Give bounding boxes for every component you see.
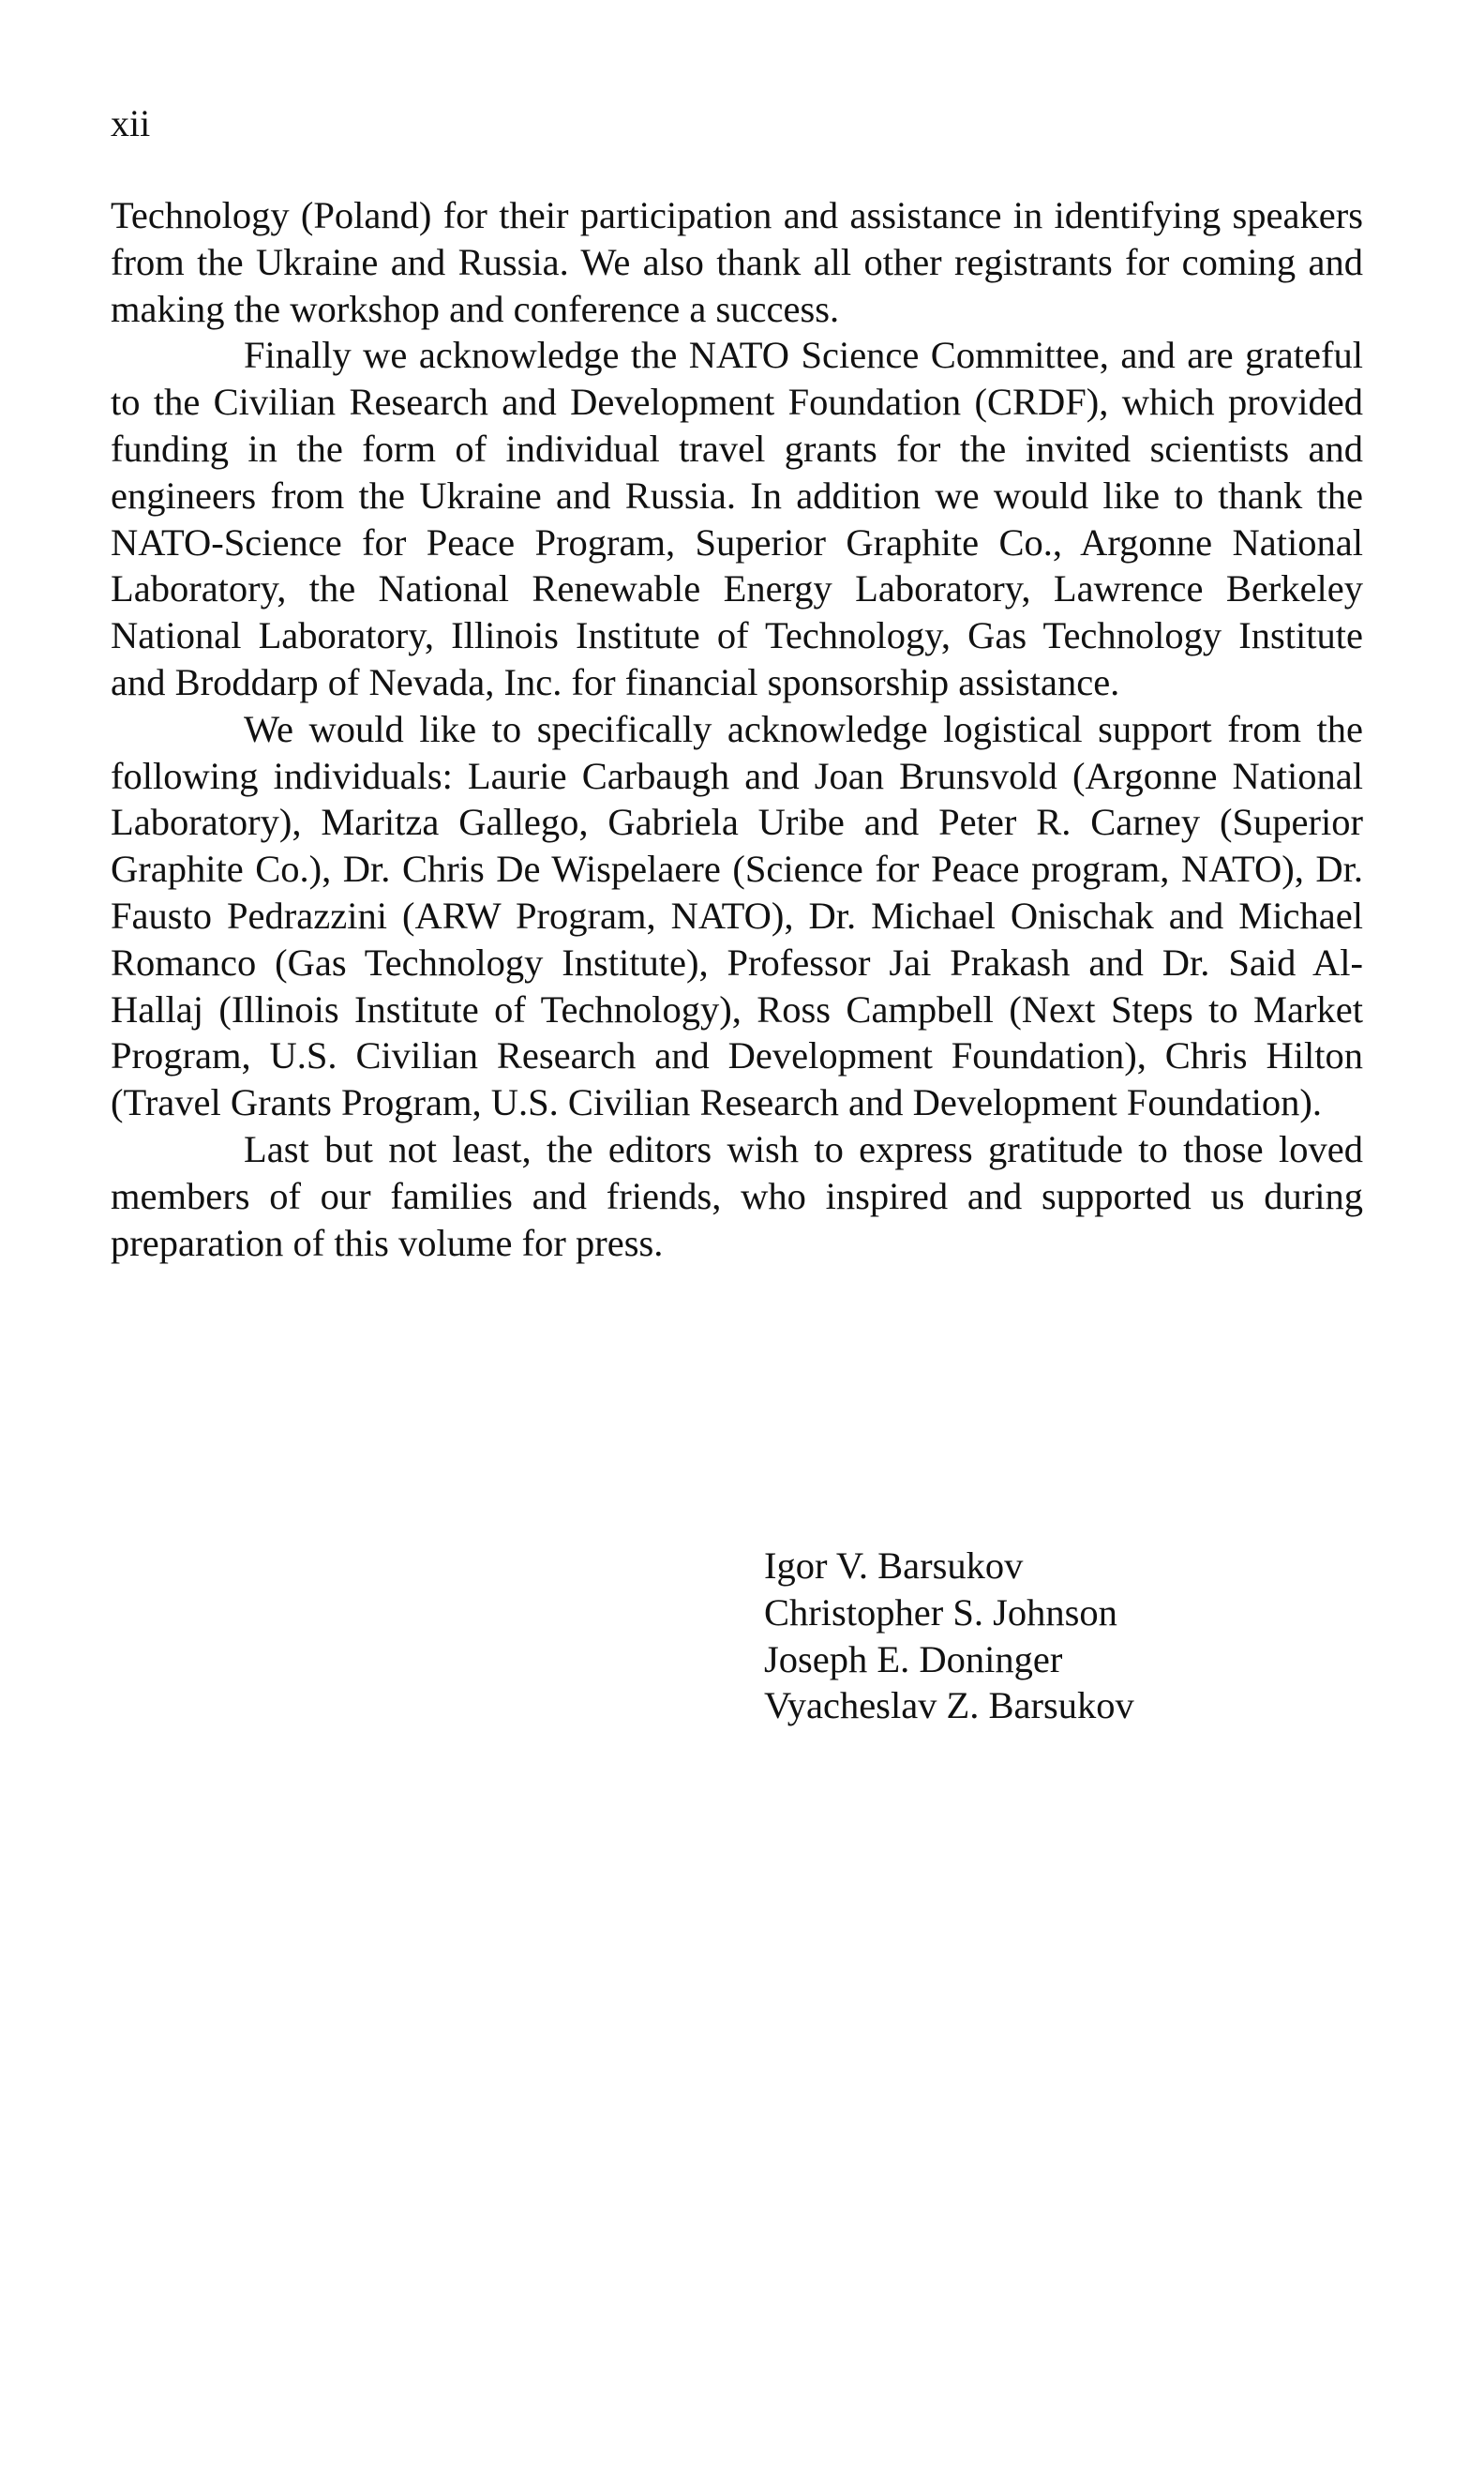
page-number: xii	[111, 102, 151, 144]
paragraph-acknowledgement-families: Last but not least, the editors wish to express gratitude to those loved members of our families and friends, who inspired and supported us during preparation of this volume for press.	[111, 1127, 1363, 1264]
editor-name: Joseph E. Doninger	[764, 1637, 1063, 1680]
editor-name: Vyacheslav Z. Barsukov	[764, 1684, 1134, 1727]
editor-name: Igor V. Barsukov	[764, 1544, 1024, 1587]
editor-name: Christopher S. Johnson	[764, 1590, 1117, 1634]
body-text	[111, 192, 1363, 1266]
paragraph-continuation: Technology (Poland) for their participation and assistance in identifying speakers from the Ukraine and Russia. We also thank all other registrants for coming and making the workshop and conference a success.	[111, 194, 1363, 330]
paragraph-acknowledgement-logistics: We would like to specifically acknowledge logistical support from the following individuals: Laurie Carbaugh and Joan Brunsvold (Argonne National Laboratory), Maritza Gallego, Gabriela Uribe and Peter R. Carney (Superior Graphite Co.), Dr. Chris De Wispelaere (Science for Peace program, NATO), Dr. Fausto Pedrazzini (ARW Program, NATO), Dr. Michael Onischak and Michael Romanco (Gas Technology Institute), Professor Jai Prakash and Dr. Said Al-Hallaj (Illinois Institute of Technology), Ross Campbell (Next Steps to Market Program, U.S. Civilian Research and Development Foundation), Chris Hilton (Travel Grants Program, U.S. Civilian Research and Development Foundation).	[111, 707, 1363, 1124]
editor-signatures	[764, 1543, 1134, 1729]
paragraph-acknowledgement-funding: Finally we acknowledge the NATO Science Committee, and are grateful to the Civilian Research and Development Foundation (CRDF), which provided funding in the form of individual travel grants for the invited scientists and engineers from the Ukraine and Russia. In addition we would like to thank the NATO-Science for Peace Program, Superior Graphite Co., Argonne National Laboratory, the National Renewable Energy Laboratory, Lawrence Berkeley National Laboratory, Illinois Institute of Technology, Gas Technology Institute and Broddarp of Nevada, Inc. for financial sponsorship assistance.	[111, 334, 1363, 703]
